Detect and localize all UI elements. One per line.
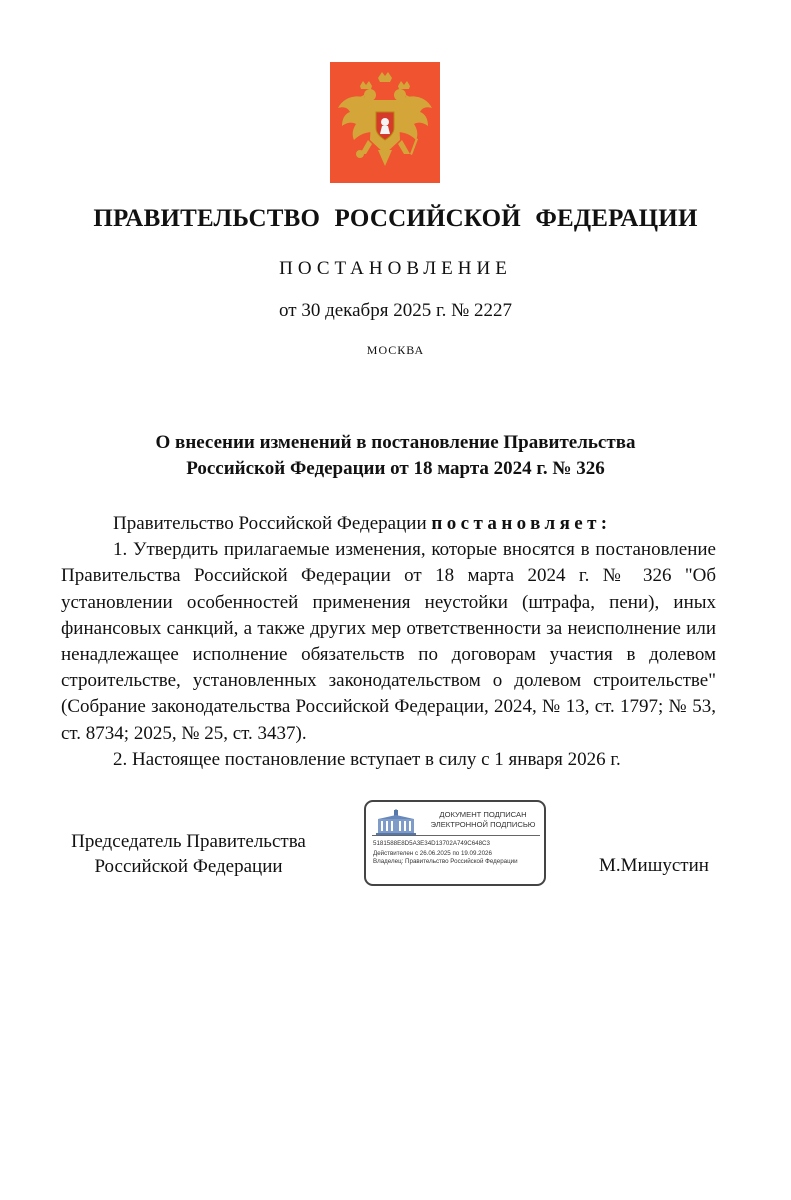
stamp-validity: Действителен с 26.06.2025 по 19.09.2026 [373, 850, 492, 857]
signer-title-line-1: Председатель Правительства [71, 831, 306, 852]
subject-line-2: Российской Федерации от 18 марта 2024 г. № 326 [186, 458, 605, 479]
government-building-icon [374, 809, 418, 836]
document-subject [0, 430, 791, 482]
subject-line-1: О внесении изменений в постановление Правительства [155, 432, 636, 453]
government-title: ПРАВИТЕЛЬСТВО РОССИЙСКОЙ ФЕДЕРАЦИИ [93, 205, 698, 232]
document-city: МОСКВА [366, 343, 425, 357]
stamp-divider [372, 835, 540, 836]
coat-of-arms-icon [330, 62, 440, 183]
signer-name: М.Мишустин [599, 855, 709, 876]
stamp-certificate: 5181588E8D5A3E34D13702A749C648C3 [373, 840, 490, 847]
document-type: ПОСТАНОВЛЕНИЕ [279, 258, 512, 279]
electronic-signature-stamp [364, 800, 546, 886]
signer-title [61, 829, 316, 879]
body-item-1: 1. Утвердить прилагаемые изменения, которые вносятся в постановление Правительства Российской Федерации от 18 марта 2024 г. № 326 "Об установлении особенностей применения неустойки (штрафа, пени), иных финансовых санкций, а также других мер ответственности за неисполнение или ненадлежащее исполнение обязательств по договорам участия в долевом строительстве, установленных законодательством о долевом строительстве" (Собрание законодательства Российской Федерации, 2024, № 13, ст. 1797; № 53, ст. 8734; 2025, № 25, ст. 3437). [61, 539, 716, 744]
stamp-heading [424, 810, 542, 830]
body-intro [61, 511, 716, 537]
body-item-2: 2. Настоящее постановление вступает в силу с 1 января 2026 г. [113, 748, 621, 770]
document-date-number: от 30 декабря 2025 г. № 2227 [279, 300, 512, 321]
stamp-owner: Владелец: Правительство Российской Федерации [373, 858, 518, 865]
document-body [61, 511, 716, 773]
intro-resolves: постановляет: [431, 513, 612, 534]
stamp-heading-line-1: ДОКУМЕНТ ПОДПИСАН [439, 810, 527, 819]
stamp-heading-line-2: ЭЛЕКТРОННОЙ ПОДПИСЬЮ [430, 820, 536, 829]
signer-title-line-2: Российской Федерации [94, 856, 283, 877]
intro-prefix: Правительство Российской Федерации [113, 513, 432, 534]
